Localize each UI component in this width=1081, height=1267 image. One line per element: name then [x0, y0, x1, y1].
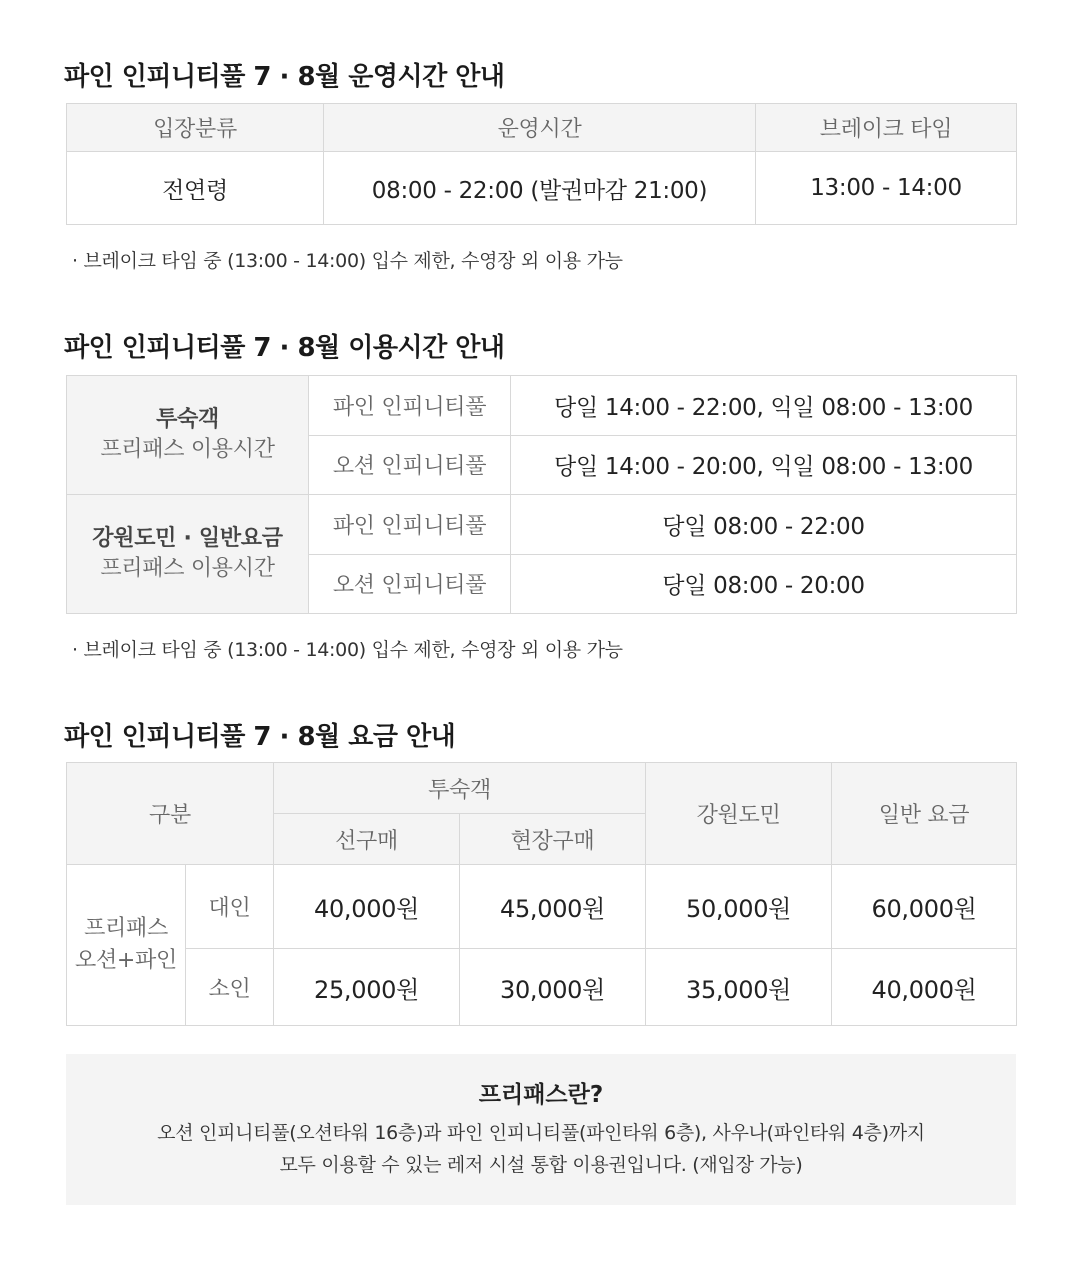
pool-name: 오션 인피니티풀 [309, 435, 511, 495]
table-row [67, 495, 1017, 555]
usage-time: 당일 14:00 - 22:00, 익일 08:00 - 13:00 [511, 376, 1017, 436]
usage-time: 당일 08:00 - 20:00 [511, 554, 1017, 614]
cell-break-time: 13:00 - 14:00 [756, 152, 1017, 225]
price-cell: 25,000원 [274, 949, 460, 1026]
price-table [66, 762, 1017, 1026]
header-operating-hours: 운영시간 [324, 104, 756, 152]
header-guest: 투숙객 [274, 763, 646, 814]
price-cell: 30,000원 [460, 949, 646, 1026]
price-cell: 60,000원 [832, 865, 1017, 949]
info-line: 오션 인피니티풀(오션타워 16층)과 파인 인피니티풀(파인타워 6층), 사우나(파인타워 4층)까지 [157, 1122, 925, 1144]
usage-note: · 브레이크 타임 중 (13:00 - 14:00) 입수 제한, 수영장 외 이용 가능 [72, 639, 623, 661]
group-guest-cell [67, 376, 309, 495]
header-category: 구분 [67, 763, 274, 865]
price-cell: 35,000원 [646, 949, 832, 1026]
header-general: 일반 요금 [832, 763, 1017, 865]
pool-name: 파인 인피니티풀 [309, 495, 511, 555]
header-entry-category: 입장분류 [67, 104, 324, 152]
price-cell: 40,000원 [274, 865, 460, 949]
pool-name: 오션 인피니티풀 [309, 554, 511, 614]
info-title: 프리패스란? [478, 1082, 604, 1108]
group-guest-name: 투숙객 [156, 407, 219, 432]
usage-time: 당일 14:00 - 20:00, 익일 08:00 - 13:00 [511, 435, 1017, 495]
usage-hours-table [66, 375, 1017, 614]
table-row [67, 376, 1017, 436]
header-presale: 선구매 [274, 814, 460, 865]
table-row [67, 949, 1017, 1026]
table-header-row [67, 763, 1017, 814]
group-guest-sub: 프리패스 이용시간 [100, 437, 275, 462]
header-break-time: 브레이크 타임 [756, 104, 1017, 152]
price-cell: 40,000원 [832, 949, 1017, 1026]
cell-entry-category: 전연령 [67, 152, 324, 225]
group-resident-sub: 프리패스 이용시간 [100, 556, 275, 581]
pass-cell [67, 865, 186, 1026]
operating-hours-table [66, 103, 1017, 225]
freepass-info-box [66, 1054, 1016, 1205]
table-row [67, 865, 1017, 949]
pass-name: 프리패스 [84, 916, 168, 941]
info-line: 모두 이용할 수 있는 레저 시설 통합 이용권입니다. (재입장 가능) [279, 1154, 803, 1176]
prices-section-title: 파인 인피니티풀 7 · 8월 요금 안내 [64, 722, 456, 752]
header-onsite: 현장구매 [460, 814, 646, 865]
table-row [67, 152, 1017, 225]
ticket-type-child: 소인 [186, 949, 274, 1026]
table-header-row [67, 104, 1017, 152]
pool-name: 파인 인피니티풀 [309, 376, 511, 436]
pass-sub: 오션+파인 [75, 948, 177, 973]
ticket-type-adult: 대인 [186, 865, 274, 949]
header-resident: 강원도민 [646, 763, 832, 865]
hours-note: · 브레이크 타임 중 (13:00 - 14:00) 입수 제한, 수영장 외 이용 가능 [72, 250, 623, 272]
hours-section-title: 파인 인피니티풀 7 · 8월 운영시간 안내 [64, 62, 505, 92]
group-resident-cell [67, 495, 309, 614]
usage-section-title: 파인 인피니티풀 7 · 8월 이용시간 안내 [64, 333, 505, 363]
cell-operating-hours: 08:00 - 22:00 (발권마감 21:00) [324, 152, 756, 225]
group-resident-name: 강원도민 · 일반요금 [92, 526, 283, 551]
price-cell: 50,000원 [646, 865, 832, 949]
usage-time: 당일 08:00 - 22:00 [511, 495, 1017, 555]
price-cell: 45,000원 [460, 865, 646, 949]
